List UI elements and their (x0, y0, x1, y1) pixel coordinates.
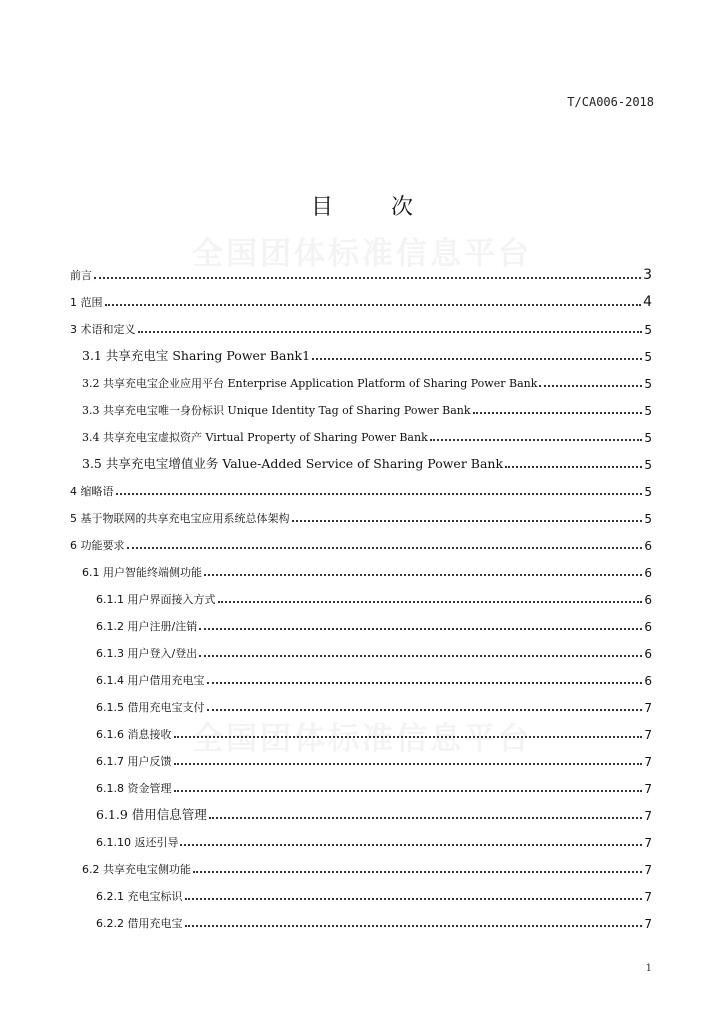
toc-entry-label: 4 缩略语 (70, 485, 114, 498)
toc-entry-page: 6 (644, 539, 652, 553)
toc-entry-page: 6 (644, 566, 652, 580)
toc-entry-label: 6.1.1 用户界面接入方式 (96, 593, 216, 606)
watermark-middle: 全国团体标准信息平台 (192, 721, 532, 757)
toc-dot-leader (180, 844, 642, 846)
toc-entry[interactable] (0, 371, 724, 391)
toc-entry[interactable] (0, 290, 724, 310)
toc-entry-label: 6.1.2 用户注册/注销 (96, 620, 198, 633)
toc-entry-page: 5 (644, 512, 652, 526)
toc-entry[interactable] (0, 668, 724, 688)
toc-entry-label: 6.1.10 返还引导 (96, 836, 179, 849)
toc-dot-leader (94, 277, 641, 279)
toc-entry[interactable] (0, 263, 724, 283)
toc-dot-leader (199, 655, 642, 657)
toc-entry-page: 7 (644, 701, 652, 715)
toc-dot-leader (185, 898, 643, 900)
toc-entry[interactable] (0, 776, 724, 796)
toc-entry[interactable] (0, 560, 724, 580)
toc-entry[interactable] (0, 425, 724, 445)
toc-entry-label: 6.1.5 借用充电宝支付 (96, 701, 205, 714)
toc-entry-page: 7 (644, 809, 652, 823)
toc-entry-label: 6.1.6 消息接收 (96, 728, 172, 741)
toc-entry-page: 4 (643, 294, 652, 310)
page-number: 1 (645, 963, 652, 974)
toc-entry-label: 6.1.9 借用信息管理 (96, 807, 207, 822)
toc-entry-page: 5 (644, 485, 652, 499)
toc-dot-leader (207, 709, 643, 711)
toc-entry-label: 3.5 共享充电宝增值业务 Value-Added Service of Sharing Power Bank (82, 456, 504, 471)
toc-entry[interactable] (0, 452, 724, 472)
toc-entry[interactable] (0, 587, 724, 607)
toc-entry[interactable] (0, 344, 724, 364)
toc-dot-leader (207, 682, 643, 684)
toc-dot-leader (185, 925, 643, 927)
toc-dot-leader (218, 601, 643, 603)
toc-dot-leader (209, 817, 643, 819)
toc-entry-page: 7 (644, 782, 652, 796)
toc-entry-label: 6 功能要求 (70, 539, 125, 552)
toc-entry-label: 3.2 共享充电宝企业应用平台 Enterprise Application Platform of Sharing Power Bank (82, 377, 538, 390)
toc-dot-leader (204, 574, 642, 576)
toc-dot-leader (138, 331, 643, 333)
doc-code: T/CA006-2018 (567, 95, 654, 109)
toc-entry-page: 6 (644, 593, 652, 607)
toc-entry-label: 3.4 共享充电宝虚拟资产 Virtual Property of Sharing Power Bank (82, 431, 428, 444)
toc-dot-leader (193, 871, 642, 873)
toc-entry[interactable] (0, 479, 724, 499)
toc-entry-label: 3.1 共享充电宝 Sharing Power Bank1 (82, 348, 311, 363)
toc-entry-page: 7 (644, 890, 652, 904)
toc-entry[interactable] (0, 830, 724, 850)
toc-entry[interactable] (0, 884, 724, 904)
toc-dot-leader (174, 790, 643, 792)
toc-title-part2: 次 (391, 195, 414, 220)
toc-entry-label: 3.3 共享充电宝唯一身份标识 Unique Identity Tag of Sharing Power Bank (82, 404, 471, 417)
toc-dot-leader (174, 736, 643, 738)
toc-entry-page: 7 (644, 728, 652, 742)
toc-entry-page: 7 (644, 917, 652, 931)
toc-entry-page: 6 (644, 647, 652, 661)
toc-dot-leader (292, 520, 643, 522)
watermark-top: 全国团体标准信息平台 (192, 236, 532, 272)
toc-entry[interactable] (0, 506, 724, 526)
toc-entry-label: 6.1.4 用户借用充电宝 (96, 674, 205, 687)
toc-entry[interactable] (0, 317, 724, 337)
toc-entry-label: 6.1.7 用户反馈 (96, 755, 172, 768)
toc-entry-label: 6.2.2 借用充电宝 (96, 917, 183, 930)
toc-entry-page: 7 (644, 755, 652, 769)
toc-entry-label: 6.2 共享充电宝侧功能 (82, 863, 191, 876)
toc-entry-label: 6.2.1 充电宝标识 (96, 890, 183, 903)
toc-entry-label: 6.1 用户智能终端侧功能 (82, 566, 202, 579)
toc-entry-page: 5 (644, 404, 652, 418)
toc-entry-page: 5 (644, 350, 652, 364)
toc-entry-page: 5 (644, 458, 652, 472)
toc-entry-page: 6 (644, 620, 652, 634)
toc-entry-page: 7 (644, 836, 652, 850)
toc-entry-label: 1 范围 (70, 296, 103, 309)
toc-entry[interactable] (0, 614, 724, 634)
toc-dot-leader (539, 385, 642, 387)
toc-dot-leader (116, 493, 643, 495)
toc-entry[interactable] (0, 398, 724, 418)
toc-dot-leader (127, 547, 643, 549)
toc-entry-page: 5 (644, 323, 652, 337)
toc-entry-label: 前言 (70, 269, 92, 282)
toc-entry-label: 6.1.8 资金管理 (96, 782, 172, 795)
toc-entry[interactable] (0, 803, 724, 823)
toc-entry-label: 3 术语和定义 (70, 323, 136, 336)
toc-entry-page: 5 (644, 431, 652, 445)
toc-entry[interactable] (0, 857, 724, 877)
toc-entry-page: 5 (644, 377, 652, 391)
toc-entry-label: 5 基于物联网的共享充电宝应用系统总体架构 (70, 512, 290, 525)
toc-entry-page: 7 (644, 863, 652, 877)
toc-dot-leader (199, 628, 642, 630)
toc-entry-page: 3 (643, 267, 652, 283)
toc-entry[interactable] (0, 533, 724, 553)
toc-dot-leader (505, 466, 642, 468)
toc-entry-page: 6 (644, 674, 652, 688)
toc-entry[interactable] (0, 749, 724, 769)
toc-entry[interactable] (0, 641, 724, 661)
toc-entry[interactable] (0, 911, 724, 931)
toc-entry-label: 6.1.3 用户登入/登出 (96, 647, 198, 660)
toc-entry[interactable] (0, 695, 724, 715)
toc-dot-leader (174, 763, 643, 765)
toc-entry[interactable] (0, 722, 724, 742)
toc-dot-leader (105, 304, 642, 306)
toc-dot-leader (473, 412, 643, 414)
toc-title-part1: 目 (310, 195, 333, 220)
toc-dot-leader (312, 358, 642, 360)
toc-dot-leader (430, 439, 643, 441)
